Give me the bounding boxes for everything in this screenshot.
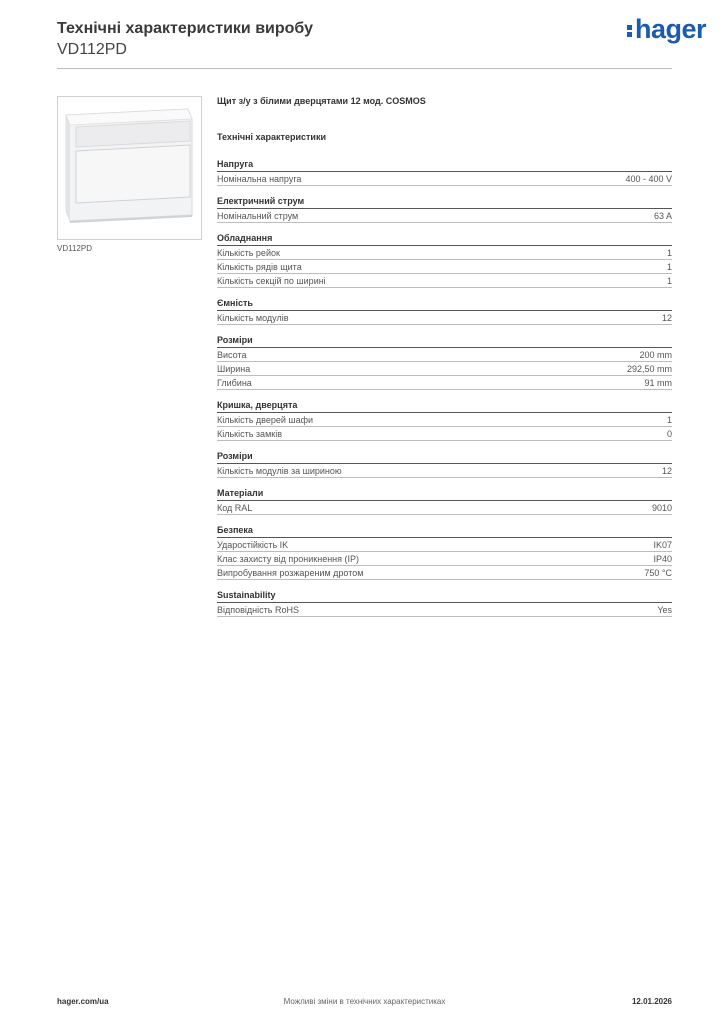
spec-label: Ширина bbox=[217, 364, 251, 374]
spec-value: 9010 bbox=[651, 503, 672, 513]
spec-group bbox=[217, 589, 672, 617]
spec-row bbox=[217, 376, 672, 390]
spec-group bbox=[217, 232, 672, 288]
spec-value: 1 bbox=[666, 248, 672, 258]
spec-label: Кількість модулів bbox=[217, 313, 289, 323]
spec-label: Кількість замків bbox=[217, 429, 282, 439]
spec-row bbox=[217, 552, 672, 566]
spec-value: 0 bbox=[666, 429, 672, 439]
spec-value: Yes bbox=[657, 605, 672, 615]
spec-label: Відповідність RoHS bbox=[217, 605, 299, 615]
spec-value: 91 mm bbox=[644, 378, 672, 388]
spec-value: 63 A bbox=[653, 211, 672, 221]
footer-website: hager.com/ua bbox=[57, 997, 109, 1006]
spec-group-title: Матеріали bbox=[217, 487, 672, 501]
product-reference: VD112PD bbox=[57, 41, 127, 58]
spec-row bbox=[217, 311, 672, 325]
spec-row bbox=[217, 348, 672, 362]
spec-label: Випробування розжареним дротом bbox=[217, 568, 364, 578]
spec-group bbox=[217, 334, 672, 390]
spec-row bbox=[217, 413, 672, 427]
spec-row bbox=[217, 362, 672, 376]
spec-label: Код RAL bbox=[217, 503, 253, 513]
product-image bbox=[57, 96, 202, 240]
spec-label: Кількість рейок bbox=[217, 248, 280, 258]
product-description: Щит з/у з білими дверцятами 12 мод. COSMOS bbox=[217, 96, 426, 106]
spec-group-title: Безпека bbox=[217, 524, 672, 538]
spec-value: 292,50 mm bbox=[626, 364, 672, 374]
spec-groups bbox=[217, 158, 672, 617]
spec-row bbox=[217, 209, 672, 223]
spec-group-title: Електричний струм bbox=[217, 195, 672, 209]
page-title: Технічні характеристики виробу bbox=[57, 20, 313, 37]
spec-value: 12 bbox=[661, 466, 672, 476]
logo-dots-icon bbox=[627, 23, 633, 39]
spec-label: Ударостійкість IK bbox=[217, 540, 289, 550]
spec-row bbox=[217, 172, 672, 186]
spec-group bbox=[217, 450, 672, 478]
spec-label: Глибина bbox=[217, 378, 252, 388]
hager-logo bbox=[627, 14, 706, 45]
spec-value: IK07 bbox=[653, 540, 672, 550]
spec-value: 200 mm bbox=[639, 350, 672, 360]
footer-date: 12.01.2026 bbox=[631, 997, 672, 1006]
spec-row bbox=[217, 501, 672, 515]
image-caption: VD112PD bbox=[57, 244, 92, 253]
spec-value: 1 bbox=[666, 262, 672, 272]
spec-group-title: Обладнання bbox=[217, 232, 672, 246]
spec-row bbox=[217, 603, 672, 617]
spec-label: Номінальний струм bbox=[217, 211, 299, 221]
spec-group-title: Ємність bbox=[217, 297, 672, 311]
spec-value: 12 bbox=[661, 313, 672, 323]
spec-group bbox=[217, 195, 672, 223]
spec-value: IP40 bbox=[653, 554, 672, 564]
spec-label: Висота bbox=[217, 350, 247, 360]
spec-group-title: Напруга bbox=[217, 158, 672, 172]
logo-text: hager bbox=[634, 14, 706, 44]
header-divider bbox=[57, 68, 672, 69]
spec-row bbox=[217, 260, 672, 274]
spec-row bbox=[217, 464, 672, 478]
spec-row bbox=[217, 274, 672, 288]
spec-group bbox=[217, 297, 672, 325]
spec-value: 1 bbox=[666, 415, 672, 425]
spec-group bbox=[217, 399, 672, 441]
spec-group bbox=[217, 158, 672, 186]
spec-label: Кількість рядів щита bbox=[217, 262, 302, 272]
spec-value: 400 - 400 V bbox=[625, 174, 672, 184]
spec-row bbox=[217, 566, 672, 580]
spec-row bbox=[217, 427, 672, 441]
spec-row bbox=[217, 538, 672, 552]
spec-content bbox=[217, 96, 672, 626]
spec-group-title: Sustainability bbox=[217, 589, 672, 603]
section-heading: Технічні характеристики bbox=[217, 132, 326, 142]
spec-row bbox=[217, 246, 672, 260]
spec-value: 1 bbox=[666, 276, 672, 286]
spec-group-title: Кришка, дверцята bbox=[217, 399, 672, 413]
spec-group-title: Розміри bbox=[217, 334, 672, 348]
spec-group bbox=[217, 524, 672, 580]
spec-group-title: Розміри bbox=[217, 450, 672, 464]
spec-label: Кількість дверей шафи bbox=[217, 415, 314, 425]
footer-notice: Можливі зміни в технічних характеристиках bbox=[283, 997, 446, 1006]
spec-label: Кількість модулів за шириною bbox=[217, 466, 342, 476]
spec-value: 750 °C bbox=[644, 568, 672, 578]
page-header bbox=[57, 18, 672, 60]
distribution-box-icon bbox=[58, 97, 201, 239]
spec-label: Кількість секцій по ширині bbox=[217, 276, 326, 286]
spec-label: Клас захисту від проникнення (IP) bbox=[217, 554, 360, 564]
spec-label: Номінальна напруга bbox=[217, 174, 302, 184]
spec-group bbox=[217, 487, 672, 515]
